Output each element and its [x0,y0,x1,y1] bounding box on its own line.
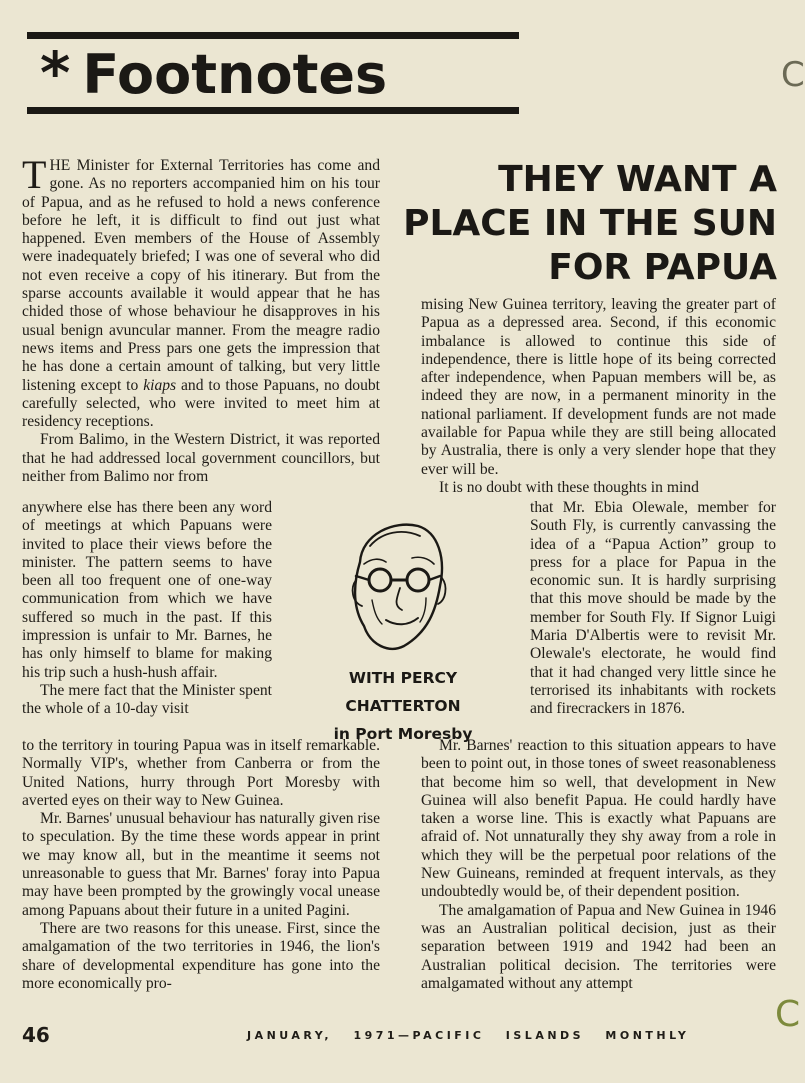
article-column-right-top [421,296,776,497]
page-footer [22,1023,782,1051]
byline-location: in Port Moresby [333,725,473,743]
page-number: 46 [22,1023,50,1047]
paragraph-1: THE Minister for External Territories has come and gone. As no reporters accompanied him on his tour of Papua, and as he refused to hold a news conference before he left, it is difficult to find out just what happened. Even members of the House of Assembly were inadequately briefed; I was one of several who did not even receive a copy of his itinerary. But from the sparse accounts available it would appear that he has chided those of whose behaviour he disapproves in his usual benign avuncular manner. From the meagre radio news items and Press pars one gets the impression that he has done a certain amount of talking, but very little listening except to kiaps and to those Papuans, no doubt carefully selected, who were invited to meet him at residency receptions. [22,152,380,431]
paragraph-3a: The mere fact that the Minister spent the whole of a 10-day visit [22,681,272,718]
publication-line: JANUARY, 1971—PACIFIC ISLANDS MONTHLY [247,1029,690,1042]
section-header [40,40,387,106]
section-title: Footnotes [82,43,388,106]
article-headline: THEY WANT A PLACE IN THE SUN FOR PAPUA [403,159,777,288]
article-column-right-bottom [421,737,776,993]
byline-author: WITH PERCY CHATTERTON [345,669,461,715]
paragraph-2b: anywhere else has there been any word of meetings at which Papuans were invited to place their views before the minister. The pattern seems to have been all too frequent one of one-way communication from which we have suffered so much in the past. If this impression is unfair to Mr. Barnes, he has only himself to blame for making his trip such a hush-hush affair. [22,499,272,681]
article-column-left-middle [22,499,272,719]
paragraph-6b: that Mr. Ebia Olewale, member for South Fly, is currently canvassing the idea of a “Papua Action” group to press for a place for Papua in the economic sun. It is hardly surprising that this move should be made by the member for South Fly. If Signor Luigi Maria D'Albertis were to revisit Mr. Olewale's electorate, he would find that it had changed very little since he terrorised its inhabitants with rockets and firecrackers in 1876. [530,499,776,718]
article-column-left-bottom [22,737,380,993]
paragraph-8: The amalgamation of Papua and New Guinea in 1946 was an Australian political decision, just as their separation between 1919 and 1942 had been an Australian political decision. The territories were amalgamated without any attempt [421,901,776,992]
caricature-illustration [342,514,450,658]
paragraph-3b: to the territory in touring Papua was in itself remarkable. Normally VIP's, whether from Canberra or from the United Nations, hurry through Port Moresby with averted eyes on their way to New Guinea. [22,737,380,809]
kiaps-italic: kiaps [143,376,177,394]
byline [292,664,514,748]
corner-mark-icon: C [781,55,805,95]
paragraph-5-continued: mising New Guinea territory, leaving the greater part of Papua as a depressed area. Second, if this economic imbalance is allowed to continue this side of independence, there is little hope of its being corrected after independence, when Papuan members will be, as indeed they are now, in a permanent minority in the national parliament. If development funds are not made available for Papua while they are still being allocated by Australia, there is only a very slender hope that they ever will be. [421,296,776,478]
paragraph-2a: From Balimo, in the Western District, it was reported that he had addressed local government councillors, but neither from Balimo nor from [22,431,380,486]
corner-logo-icon: C [775,994,801,1035]
drop-cap: T [22,152,47,197]
paragraph-4: Mr. Barnes' unusual behaviour has naturally given rise to speculation. By the time these words appear in print we may know all, but in the meantime it seems not unreasonable to guess that Mr. Barnes' foray into Papua may have been prompted by the growingly vocal unease among Papuans about their future in a united Pagini. [22,810,380,919]
header-rule-top [27,32,519,39]
paragraph-7: Mr. Barnes' reaction to this situation appears to have been to point out, in those tones of sweet reasonableness that become him so well, that development in New Guinea will also benefit Papua. He could hardly have taken a worse line. This is exactly what Papuans are afraid of. Not unnaturally they shy away from a role in which they will be the perpetual poor relations of the New Guineans, reminded at frequent intervals, as they undoubtedly would be, of their dependent position. [421,737,776,901]
header-rule-bottom [27,107,519,114]
paragraph-6a: It is no doubt with these thoughts in mind [439,478,699,496]
article-column-left-top [22,152,380,486]
article-column-right-middle [530,499,776,719]
asterisk-icon: * [40,39,71,107]
paragraph-5: There are two reasons for this unease. First, since the amalgamation of the two territories in 1946, the lion's share of developmental expenditure has gone into the more economically pro- [22,919,380,992]
